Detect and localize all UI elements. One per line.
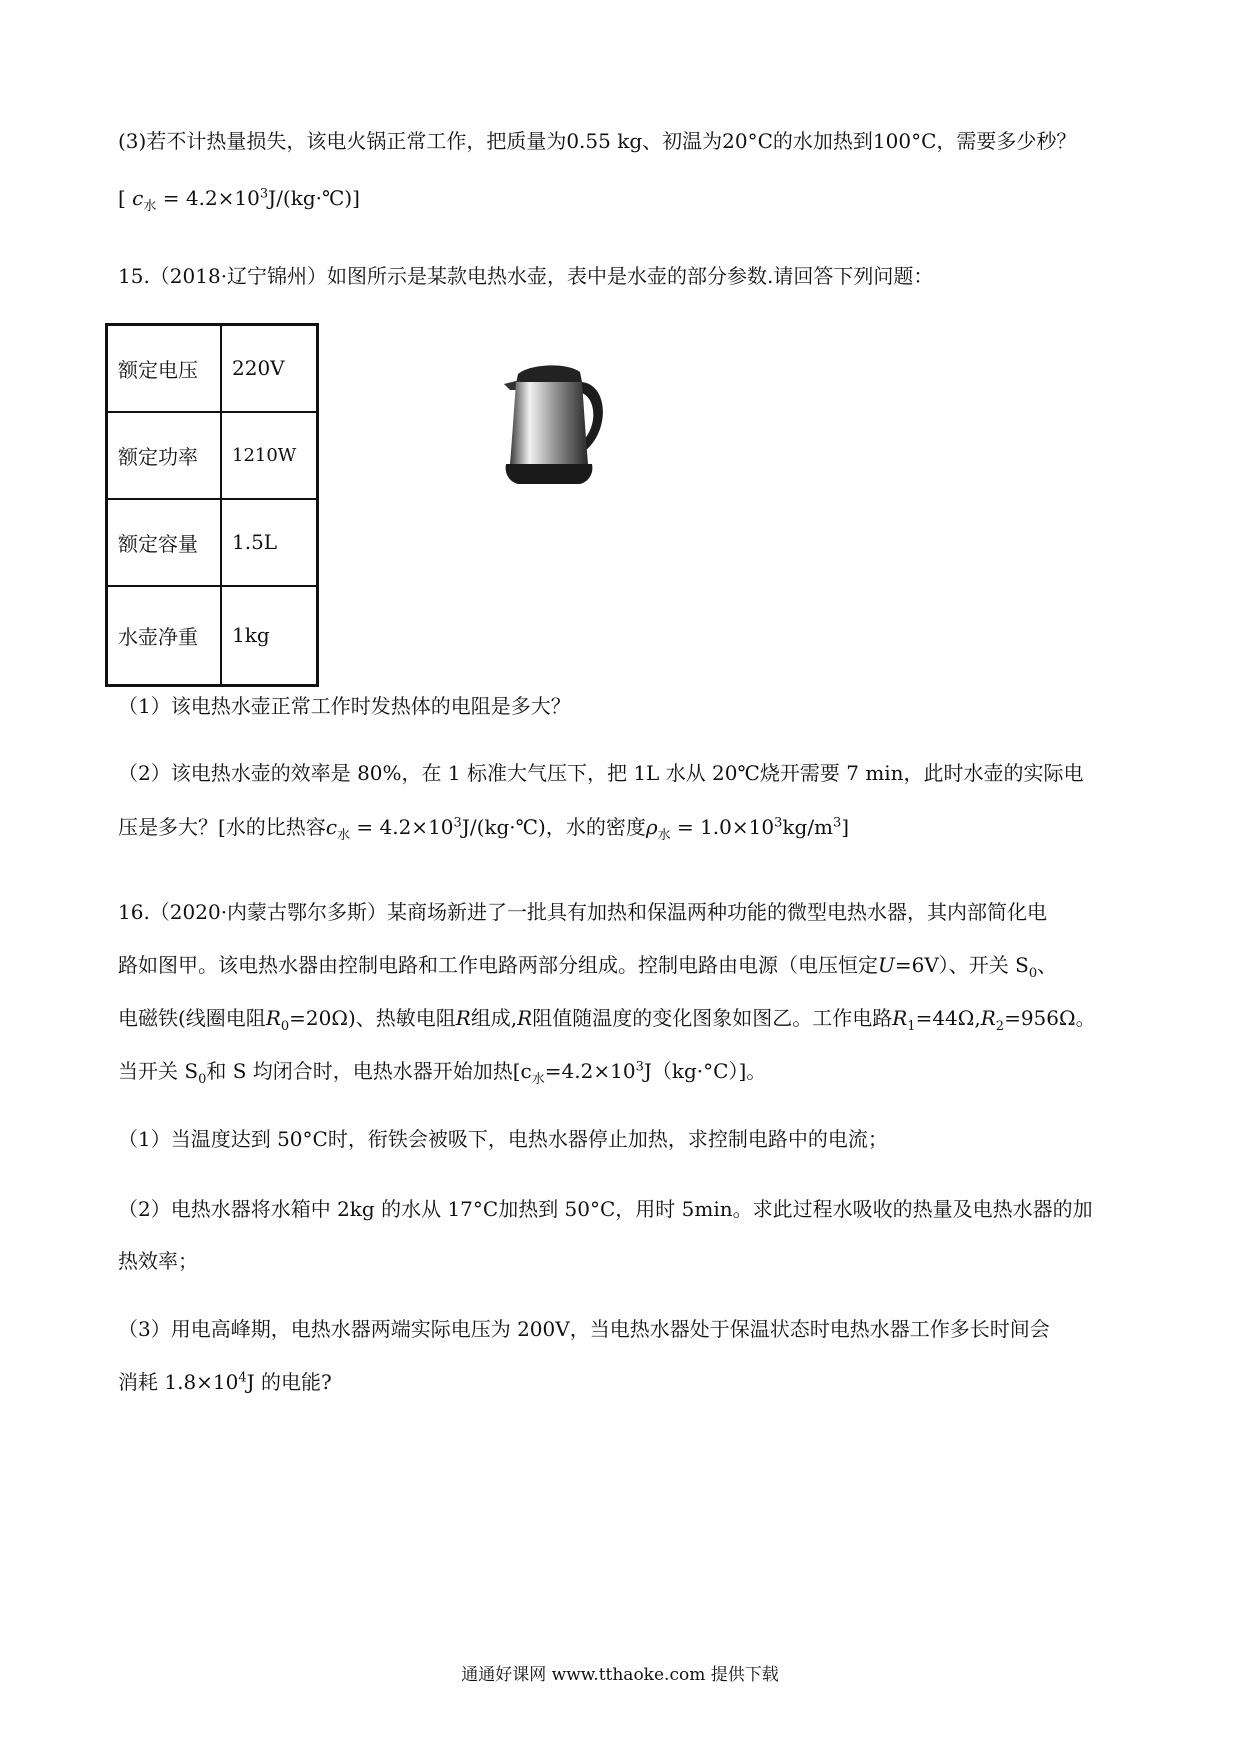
q14-part3: (3)若不计热量损失，该电火锅正常工作，把质量为0.55 kg、初温为20°C的水加热到100°C，需要多少秒？ (118, 129, 1077, 153)
q15-part1: （1）该电热水壶正常工作时发热体的电阻是多大？ (118, 694, 571, 718)
table-row (107, 412, 318, 499)
q14-constant: [ $c_水$ = $4.2\times 10^3J/(kg\cdot℃)$] (118, 186, 360, 214)
spec-key: 额定电压 (107, 325, 222, 412)
q16-part3-line2: 消耗 $1.8\times 10^4J$ 的电能? (118, 1370, 332, 1394)
q15-part2-line2: 压是多大？[水的比热容$c_水$ = $4.2\times 10^3J/(kg\cdot℃)$，水的密度$\rho_水 = 1.0\times 10^3kg/m^3$] (118, 815, 850, 843)
page-footer: 通通好课网 www.tthaoke.com 提供下载 (461, 1665, 779, 1685)
q16-part1: （1）当温度达到 50°C时，衔铁会被吸下，电热水器停止加热，求控制电路中的电流； (118, 1127, 888, 1151)
spec-key: 额定功率 (107, 412, 222, 499)
q16-line2: 路如图甲。该电热水器由控制电路和工作电路两部分组成。控制电路由电源（电压恒定U=6V）、开关 $S_0$、 (118, 953, 1058, 981)
kettle-spec-table (105, 323, 319, 687)
q16-part2-line2: 热效率； (118, 1249, 198, 1273)
spec-key: 额定容量 (107, 499, 222, 586)
q16-part3-line1: （3）用电高峰期，电热水器两端实际电压为 200V，当电热水器处于保温状态时电热水器工作多长时间会 (118, 1317, 1050, 1341)
spec-key: 水壶净重 (107, 586, 222, 686)
table-row (107, 499, 318, 586)
q16-line3: 电磁铁(线圈电阻$R_0=20\Omega$)、热敏电阻R组成,R阻值随温度的变化图象如图乙。工作电路$R_1=44\Omega,R_2=956\Omega$。 (118, 1006, 1096, 1034)
q16-line1: 16.（2020·内蒙古鄂尔多斯）某商场新进了一批具有加热和保温两种功能的微型电热水器，其内部简化电 (118, 900, 1048, 924)
q16-part2-line1: （2）电热水器将水箱中 2kg 的水从 17°C加热到 50°C，用时 5min。求此过程水吸收的热量及电热水器的加 (118, 1197, 1093, 1221)
spec-value: 220V (221, 325, 318, 412)
spec-value: 1.5L (221, 499, 318, 586)
spec-value: 1kg (221, 586, 318, 686)
electric-kettle-icon (500, 360, 620, 490)
q15-header: 15.（2018·辽宁锦州）如图所示是某款电热水壶，表中是水壶的部分参数.请回答下列问题： (118, 264, 934, 288)
table-row (107, 325, 318, 412)
table-row (107, 586, 318, 686)
q16-line4: 当开关 $S_0$和 S 均闭合时，电热水器开始加热$[c_水=4.2\times 10^3J(kg\cdot^\circ C)]$。 (118, 1059, 767, 1087)
q15-part2-line1: （2）该电热水壶的效率是 80%，在 1 标准大气压下，把 1L 水从 20℃烧开需要 7 min，此时水壶的实际电 (118, 761, 1084, 785)
spec-value: 1210W (221, 412, 318, 499)
